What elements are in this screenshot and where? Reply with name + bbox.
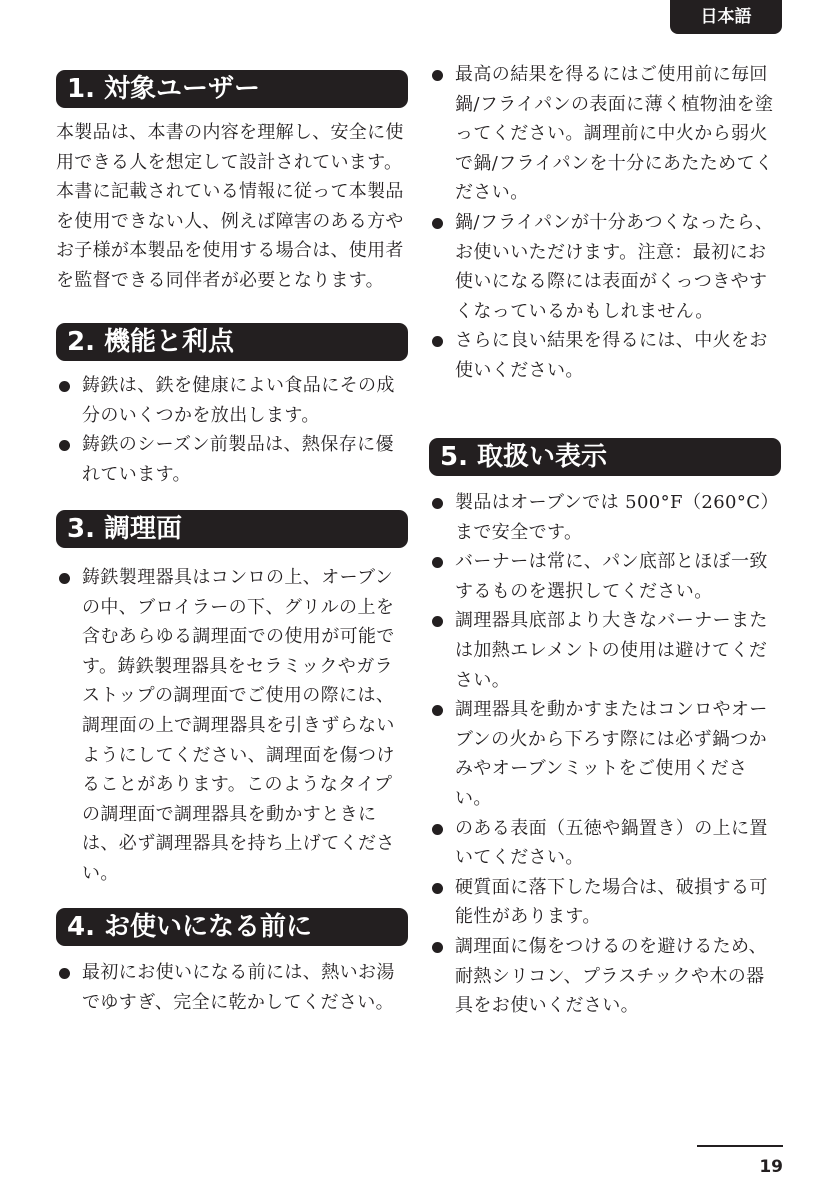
list-item <box>56 371 408 430</box>
list-item <box>429 695 781 813</box>
list-item-text: 鋳鉄のシーズン前製品は、熱保存に優れています。 <box>82 434 394 485</box>
list-item-text: 調理器具底部より大きなバーナーまたは加熱エレメントの使用は避けてください。 <box>455 610 768 691</box>
list-item-text: さらに良い結果を得るには、中火をお使いください。 <box>455 330 768 381</box>
bullet-icon <box>432 218 443 229</box>
target-users-paragraph: 本製品は、本書の内容を理解し、安全に使用できる人を想定して設計されています。本書に記載されている情報に従って本製品を使用できない人、例えば障害のある方やお子様が本製品を使用する場合は、使用者を監督できる同伴者が必要となります。 <box>56 122 404 291</box>
bullet-icon <box>432 616 443 627</box>
list-item-text: 鋳鉄は、鉄を健康によい食品にその成分のいくつかを放出します。 <box>82 375 395 426</box>
handling-list <box>429 488 781 1021</box>
list-item-text: 最初にお使いになる前には、熱いお湯でゆすぎ、完全に乾かしてください。 <box>82 962 395 1013</box>
list-item <box>429 208 781 326</box>
list-item <box>56 958 408 1017</box>
cooking-surfaces-list <box>56 563 408 889</box>
list-item-text: 調理面に傷をつけるのを避けるため、耐熱シリコン、プラスチックや木の器具をお使いください。 <box>455 935 768 1017</box>
section-heading-before-use: 4. お使いになる前に <box>56 908 408 946</box>
bullet-icon <box>432 557 443 568</box>
list-item <box>429 873 781 932</box>
list-item <box>429 326 781 385</box>
section-heading-features: 2. 機能と利点 <box>56 323 408 361</box>
bullet-icon <box>432 824 443 835</box>
page-number: 19 <box>759 1157 783 1177</box>
list-item-text: のある表面（五徳や鍋置き）の上に置いてください。 <box>455 817 768 869</box>
list-item <box>429 932 781 1021</box>
bullet-icon <box>432 942 443 953</box>
list-item-text: 鍋/フライパンが十分あつくなったら、お使いいただけます。注意：最初にお使いになる際には表面がくっつきやすくなっているかもしれません。 <box>455 211 774 322</box>
bullet-icon <box>432 883 443 894</box>
bullet-icon <box>432 498 443 509</box>
list-item <box>56 563 408 889</box>
list-item-text: 調理器具を動かすまたはコンロやオーブンの火から下ろす際には必ず鍋つかみやオーブンミットをご使用ください。 <box>455 699 768 809</box>
before-use-list-part1 <box>56 958 408 1017</box>
list-item <box>429 488 781 547</box>
section-heading-target-users: 1. 対象ユーザー <box>56 70 408 108</box>
list-item <box>56 430 408 489</box>
list-item <box>429 60 781 208</box>
list-item <box>429 814 781 873</box>
bullet-icon <box>432 705 443 716</box>
list-item-text: 硬質面に落下した場合は、破損する可能性があります。 <box>455 876 768 928</box>
bullet-icon <box>59 968 70 979</box>
section-heading-cooking-surfaces: 3. 調理面 <box>56 510 408 548</box>
list-item-text: バーナーは常に、パン底部とほぼ一致するものを選択してください。 <box>455 551 768 602</box>
bullet-icon <box>432 70 443 81</box>
section-heading-handling: 5. 取扱い表示 <box>429 438 781 476</box>
list-item-text: 最高の結果を得るにはご使用前に毎回鍋/フライパンの表面に薄く植物油を塗ってください。調理前に中火から弱火で鍋/フライパンを十分にあたためてください。 <box>455 64 774 204</box>
bullet-icon <box>59 381 70 392</box>
bullet-icon <box>59 440 70 451</box>
footer-rule <box>697 1145 783 1147</box>
list-item-text: 鋳鉄製理器具はコンロの上、オーブンの中、ブロイラーの下、グリルの上を含むあらゆる調理面での使用が可能です。鋳鉄製理器具をセラミックやガラストップの調理面でご使用の際には、調理面の上で調理器具を引きずらないようにしてください、調理面を傷つけることがあります。このようなタイプの調理面で調理器具を動かすときには、必ず調理器具を持ち上げてください。 <box>82 567 395 884</box>
bullet-icon <box>432 336 443 347</box>
list-item-text: 製品はオーブンでは 500°F（260°C）まで安全です。 <box>455 492 779 543</box>
features-list <box>56 371 408 489</box>
before-use-list-part2 <box>429 60 781 386</box>
list-item <box>429 606 781 695</box>
bullet-icon <box>59 573 70 584</box>
language-tab: 日本語 <box>670 0 782 34</box>
list-item <box>429 547 781 606</box>
